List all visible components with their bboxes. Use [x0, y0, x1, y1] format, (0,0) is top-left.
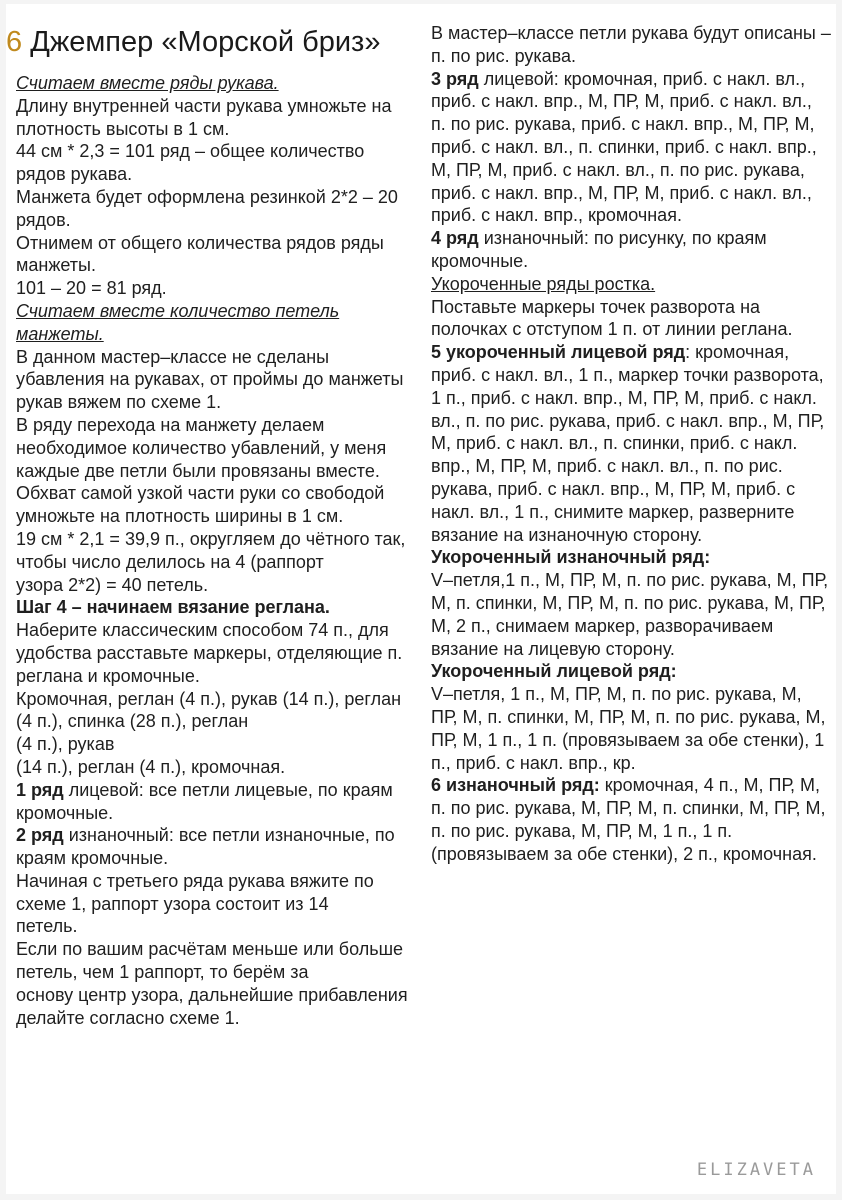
- row-text: лицевой: кромочная, приб. с накл. вл., приб. с накл. впр., М, ПР, М, приб. с накл. вл., п. по рис. рукава, приб. с накл. впр., М, ПР, М, приб. с накл. вл., п. спинки, приб. с накл. впр., М, ПР, М, приб. с накл. вл., п. по рис. рукава, приб. с накл. впр., М, ПР, М, приб. с накл. вл., приб. с накл. впр., кромочная.: [431, 68, 817, 226]
- row-heading: Укороченный лицевой ряд:: [431, 661, 677, 682]
- section-heading: Считаем вместе количество петель манжеты.: [16, 300, 340, 344]
- paragraph: петель.: [16, 916, 78, 937]
- paragraph: Поставьте маркеры точек разворота на полочках с отступом 1 п. от линии реглана.: [431, 296, 793, 340]
- row-paragraph: [431, 774, 831, 865]
- paragraph: (14 п.), реглан (4 п.), кромочная.: [16, 756, 286, 777]
- paragraph: 19 см * 2,1 = 39,9 п., округляем до чётного так, чтобы число делилось на 4 (раппорт: [16, 528, 406, 572]
- right-column: [431, 22, 831, 865]
- row-text: лицевой: все петли лицевые, по краям кромочные.: [16, 779, 393, 823]
- paragraph: V–петля,1 п., М, ПР, М, п. по рис. рукава, М, ПР, М, п. спинки, М, ПР, М, п. по рис. рукава, М, ПР, М, 2 п., снимаем маркер, разворачиваем вязание на лицевую сторону.: [431, 570, 829, 659]
- paragraph: V–петля, 1 п., М, ПР, М, п. по рис. рукава, М, ПР, М, п. спинки, М, ПР, М, п. по рис. рукава, М, ПР, М, 1 п., 1 п. (провязываем за обе стенки), 1 п., приб. с накл. впр., кр.: [431, 684, 826, 773]
- row-paragraph: [431, 341, 831, 546]
- section-heading: Укороченные ряды ростка.: [431, 273, 656, 294]
- paragraph: 101 – 20 = 81 ряд.: [16, 278, 167, 299]
- row-label: 5 укороченный лицевой ряд: [431, 342, 686, 363]
- title-text: Джемпер «Морской бриз»: [30, 26, 381, 58]
- row-label: 6 изнаночный ряд:: [431, 775, 600, 796]
- paragraph: Отнимем от общего количества рядов ряды манжеты.: [16, 232, 384, 276]
- row-text: : кромочная, приб. с накл. вл., 1 п., маркер точки разворота, 1 п., приб. с накл. впр., М, ПР, М, приб. с накл. вл., п. по рис. рукава, приб. с накл. впр., М, ПР, М, приб. с накл. вл., п. спинки, приб. с накл. впр., М, ПР, М, приб. с накл. вл., п. по рис. рукава, приб. с накл. впр., М, ПР, М, приб. с накл. вл., 1 п., снимите маркер, разверните вязание на изнаночную сторону.: [431, 342, 825, 545]
- paragraph: В данном мастер–классе не сделаны убавления на рукавах, от проймы до манжеты: [16, 346, 404, 390]
- row-label: 4 ряд: [431, 228, 479, 249]
- row-label: 1 ряд: [16, 779, 64, 800]
- row-paragraph: [431, 227, 831, 273]
- title-number: 6: [6, 26, 23, 58]
- paragraph: рукав вяжем по схеме 1.: [16, 392, 222, 413]
- page-title: [6, 22, 380, 62]
- row-heading: Укороченный изнаночный ряд:: [431, 547, 711, 568]
- paragraph: Наберите классическим способом 74 п., для удобства расставьте маркеры, отделяющие п. реглана и кромочные.: [16, 620, 403, 686]
- step-heading: Шаг 4 – начинаем вязание реглана.: [16, 597, 330, 618]
- left-column: [16, 72, 411, 1029]
- paragraph: 44 см * 2,3 = 101 ряд – общее количество рядов рукава.: [16, 141, 365, 185]
- paragraph: основу центр узора, дальнейшие прибавления делайте согласно схеме 1.: [16, 984, 408, 1028]
- row-text: изнаночный: все петли изнаночные, по краям кромочные.: [16, 825, 395, 869]
- row-paragraph: [16, 824, 411, 870]
- watermark: ELIZAVETA: [696, 1160, 816, 1180]
- row-text: кромочная, 4 п., М, ПР, М, п. по рис. рукава, М, ПР, М, п. спинки, М, ПР, М, п. по рис. рукава, М, ПР, М, 1 п., 1 п. (провязываем за обе стенки), 2 п., кромочная.: [431, 775, 826, 864]
- row-label: 3 ряд: [431, 68, 479, 89]
- section-heading: Считаем вместе ряды рукава.: [16, 73, 279, 93]
- paragraph: (4 п.), рукав: [16, 734, 115, 755]
- paragraph: Обхват самой узкой части руки со свободой умножьте на плотность ширины в 1 см.: [16, 483, 385, 527]
- row-paragraph: [431, 68, 831, 228]
- paragraph: каждые две петли были провязаны вместе.: [16, 460, 380, 481]
- page: [6, 4, 836, 1194]
- row-label: 2 ряд: [16, 825, 64, 846]
- row-text: изнаночный: по рисунку, по краям кромочные.: [431, 228, 767, 271]
- paragraph: Манжета будет оформлена резинкой 2*2 – 20 рядов.: [16, 186, 398, 230]
- paragraph: узора 2*2) = 40 петель.: [16, 574, 209, 595]
- row-paragraph: [16, 779, 411, 825]
- paragraph: Если по вашим расчётам меньше или больше петель, чем 1 раппорт, то берём за: [16, 939, 404, 983]
- paragraph: В ряду перехода на манжету делаем необходимое количество убавлений, у меня: [16, 414, 387, 458]
- paragraph: Начиная с третьего ряда рукава вяжите по схеме 1, раппорт узора состоит из 14: [16, 870, 374, 914]
- paragraph: Длину внутренней части рукава умножьте на плотность высоты в 1 см.: [16, 95, 392, 139]
- paragraph: Кромочная, реглан (4 п.), рукав (14 п.), реглан (4 п.), спинка (28 п.), реглан: [16, 688, 402, 732]
- paragraph: В мастер–классе петли рукава будут описаны – п. по рис. рукава.: [431, 23, 831, 66]
